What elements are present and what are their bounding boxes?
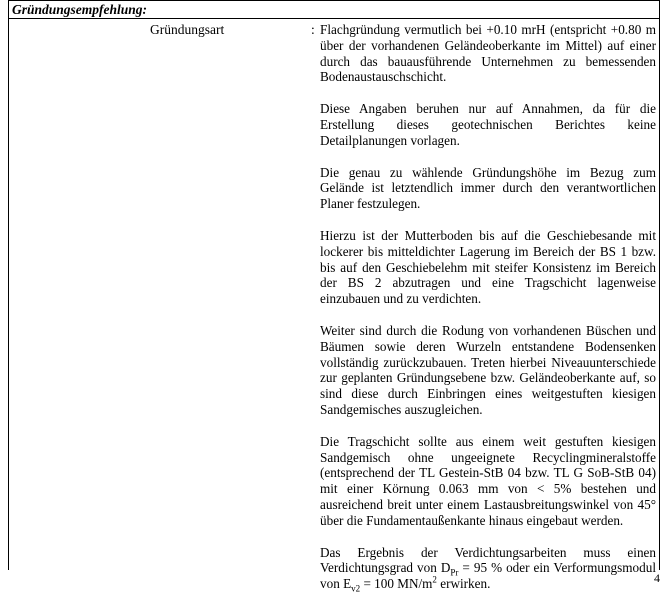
paragraph-compaction [320,545,656,592]
compaction-text-4: erwirken. [436,576,491,592]
row-content [320,22,656,608]
document-table [8,0,660,594]
row-label: Gründungsart [150,22,225,37]
paragraph-clearing: Weiter sind durch die Rodung von vorhandenen Büschen und Bäumen sowie deren Wurzeln entstandene Bodensenken vollständig zurückzubauen. Treten hierbei Niveauunterschiede zur geplanten Gründungsebene bzw. Geländeoberkante auf, so sind diese durch Einbringen eines weitgestuften kiesigen Sandgemisches auszugleichen. [320,322,656,417]
compaction-sub-v2: v2 [351,583,361,594]
compaction-text-2: = 95 % oder ein Verformungsmodul von E [320,560,656,592]
paragraph-base-layer: Die Tragschicht sollte aus einem weit gestuften kiesigen Sandgemisch ohne ungeeignete Recyclingmineralstoffe (entsprechend der TL Gestein-StB 04 bzw. TL G SoB-StB 04) mit einer Körnung 0.063 mm von < 5% bestehen und ausreichend breit unter einem Lastausbreitungswinkel von 45° über die Fundamentaußenkante hinaus eingebaut werden. [320,433,656,528]
paragraph-assumptions: Diese Angaben beruhen nur auf Annahmen, da für die Erstellung dieses geotechnischen Berichtes keine Detailplanungen vorlagen. [320,101,656,148]
compaction-sup-2: 2 [432,574,437,585]
compaction-sub-pr: Pr [450,567,459,578]
paragraph-topsoil-removal: Hierzu ist der Mutterboden bis auf die Geschiebesande mit lockerer bis mitteldichter Lagerung im Bereich der BS 1 bzw. bis auf den Geschiebelehm mit steifer Konsistenz im Bereich der BS 2 abzutragen und eine Tragschicht lagenweise einzubauen und zu verdichten. [320,227,656,307]
paragraph-foundation-height: Die genau zu wählende Gründungshöhe im Bezug zum Gelände ist letztendlich immer durch den verantwortlichen Planer festzulegen. [320,164,656,212]
compaction-text-1: Das Ergebnis der Verdichtungsarbeiten muss einen Verdichtungsgrad von D [320,544,656,576]
page-number: 4 [654,571,660,585]
row-colon: : [311,22,315,37]
paragraph-foundation-type: Flachgründung vermutlich bei +0.10 mrH (entspricht +0.80 m über der vorhandenen Geländeoberkante im Mittel) auf einer durch das bauausführende Unternehmen zu bemessenden Bodenaustauschschicht. [320,22,656,85]
compaction-text-3: = 100 MN/m [360,576,433,592]
section-heading: Gründungsempfehlung: [9,1,659,19]
